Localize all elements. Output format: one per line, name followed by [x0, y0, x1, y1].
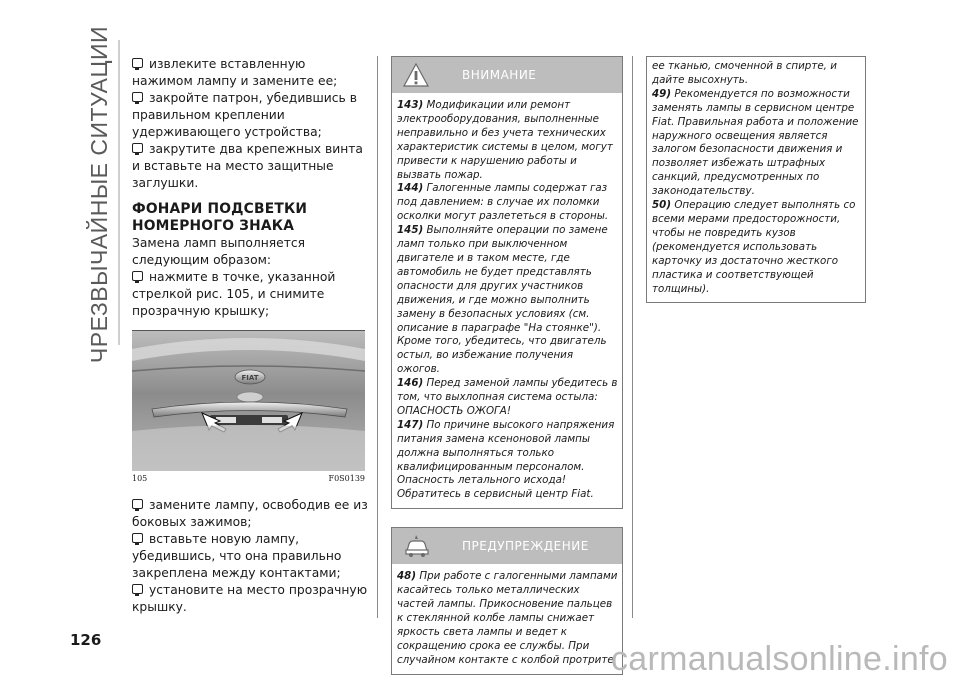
warning-item: 146) Перед заменой лампы убедитесь в том, что выхлопная система остыла: ОПАСНОСТЬ ОЖОГА! [397, 377, 618, 417]
column-left [132, 56, 368, 616]
section-title: ФОНАРИ ПОДСВЕТКИ НОМЕРНОГО ЗНАКА [132, 201, 308, 234]
column-divider [632, 56, 633, 618]
warning-box [391, 56, 623, 509]
warning-text [392, 93, 622, 508]
caution-item: 48) При работе с галогенными лампами касайтесь только металлических частей лампы. Прикосновение пальцев к стеклянной колбе лампы снижает яркость света лампы и ведет к сокращению срока ее службы. При случайном контакте с колбой протрите [397, 570, 618, 666]
side-chapter-title: ЧРЕЗВЫЧАЙНЫЕ СИТУАЦИИ [86, 25, 113, 363]
warning-header [392, 57, 622, 93]
bullet-icon [132, 143, 143, 153]
side-divider [118, 40, 120, 345]
car-damage-icon [402, 533, 432, 559]
warning-triangle-icon [402, 62, 430, 88]
column-divider [377, 56, 378, 618]
bullet-icon [132, 533, 143, 543]
caution-header [392, 528, 622, 564]
bullet-icon [132, 271, 143, 281]
figure-number: 105 [132, 474, 148, 483]
bullet-item: закройте патрон, убедившись в правильном креплении удерживающего устройства; [132, 91, 357, 139]
bullet-item: замените лампу, освободив ее из боковых зажимов; [132, 498, 368, 529]
bullet-icon [132, 584, 143, 594]
bullet-item: извлеките вставленную нажимом лампу и замените ее; [132, 57, 338, 88]
caution-text [392, 564, 622, 673]
caution-title: ПРЕДУПРЕЖДЕНИЕ [462, 539, 589, 554]
section-intro: Замена ламп выполняется следующим образом: [132, 236, 306, 267]
side-chapter-tab [82, 25, 118, 363]
warning-item: 145) Выполняйте операции по замене ламп только при выключенном двигателе и в таком месте, где автомобиль не будет представлять опасности для других участников движения, и где можно выполнить замену в безопасных условиях (см. описание в параграфе "На стоянке"). Кроме того, убедитесь, что двигатель остыл, во избежание получения ожогов. [397, 224, 608, 376]
warning-title: ВНИМАНИЕ [462, 68, 537, 82]
column-right [646, 56, 866, 303]
warning-item: 144) Галогенные лампы содержат газ под давлением: в случае их поломки осколки могут разлететься в стороны. [397, 182, 609, 223]
car-tailgate-photo [132, 331, 365, 471]
watermark: carmanualsonline.info [610, 640, 948, 678]
figure-code: F0S0139 [328, 474, 365, 483]
bullet-item: установите на место прозрачную крышку. [132, 583, 368, 614]
svg-text:FIAT: FIAT [241, 374, 259, 382]
warning-item: 147) По причине высокого напряжения питания замена ксеноновой лампы должна выполняться только квалифицированным персоналом. Опасность летального исхода! Обратитесь в сервисный центр Fiat. [397, 418, 615, 501]
bullet-item: вставьте новую лампу, убедившись, что она правильно закреплена между контактами; [132, 532, 342, 580]
bullet-icon [132, 92, 143, 102]
caution-item: 50) Операцию следует выполнять со всеми мерами предосторожности, чтобы не повредить кузов (рекомендуется использовать карточку из достаточно жесткого пластика и соответствующей толщины). [652, 199, 856, 295]
caution-item: 49) Рекомендуется по возможности заменять лампы в сервисном центре Fiat. Правильная работа и положение наружного освещения является залогом безопасности движения и позволяет избежать штрафных санкций, предусмотренных по законодательству. [652, 87, 859, 198]
page-number: 126 [70, 631, 102, 649]
caution-continuation-text: ее тканью, смоченной в спирте, и дайте высохнуть. [652, 60, 837, 86]
figure-license-plate-light [132, 330, 365, 483]
caution-box [391, 527, 623, 674]
bullet-icon [132, 58, 143, 68]
caution-continuation [646, 56, 866, 303]
column-middle [379, 56, 621, 675]
bullet-icon [132, 499, 143, 509]
warning-item: 143) Модификации или ремонт электрооборудования, выполненные неправильно и без учета технических характеристик системы в целом, могут привести к нарушению работы и вызвать пожар. [397, 99, 613, 181]
bullet-item: нажмите в точке, указанной стрелкой рис. 105, и снимите прозрачную крышку; [132, 270, 336, 318]
figure-caption [132, 474, 365, 483]
bullet-item: закрутите два крепежных винта и вставьте на место защитные заглушки. [132, 142, 363, 190]
